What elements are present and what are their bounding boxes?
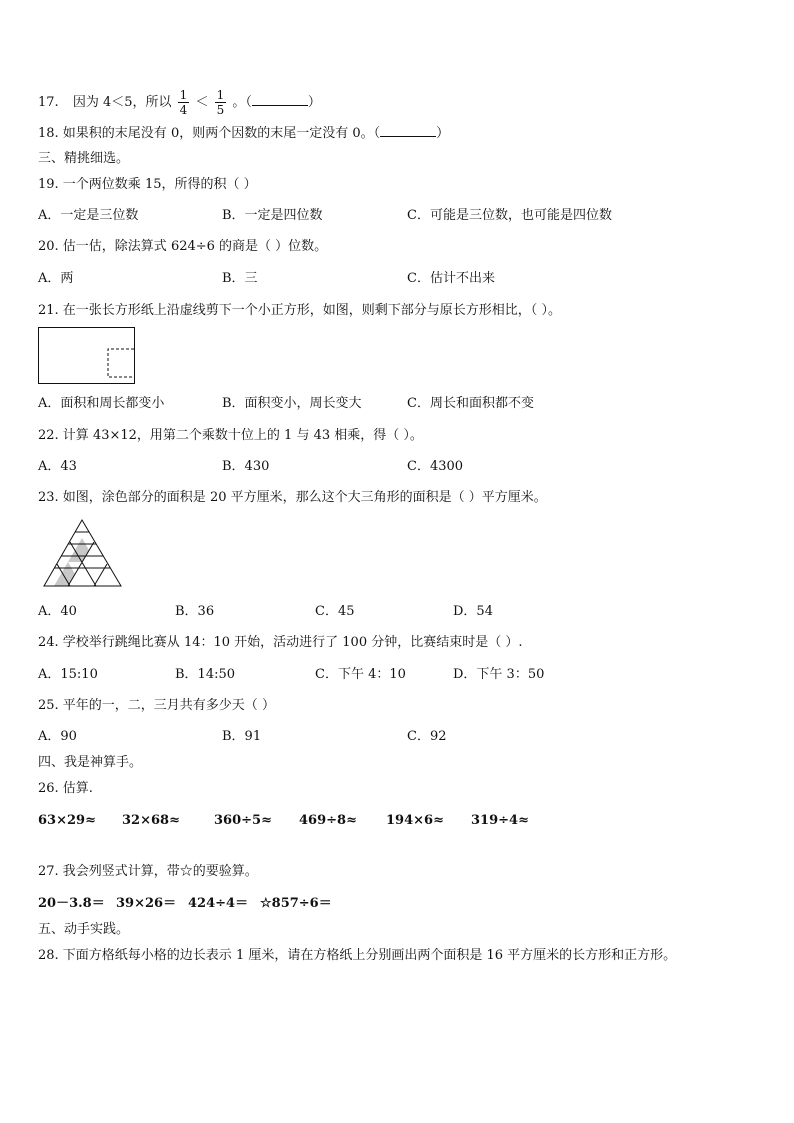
q22-option-c[interactable]: C．4300: [407, 459, 464, 474]
q21-option-b[interactable]: B．面积变小，周长变大: [222, 396, 362, 411]
q18-answer-blank[interactable]: [380, 124, 436, 137]
question-21: 21. 在一张长方形纸上沿虚线剪下一个小正方形，如图，则剩下部分与原长方形相比，（ ）。: [38, 303, 561, 318]
q17-close: ）: [307, 95, 321, 110]
q22-option-b[interactable]: B．430: [222, 459, 270, 474]
q26-item: 32×68≈: [122, 813, 180, 828]
question-26: 26. 估算.: [38, 781, 93, 796]
q26-item: 63×29≈: [38, 813, 96, 828]
q17-text: 因为 4＜5，所以: [72, 95, 172, 110]
question-17: [38, 88, 321, 117]
fraction-one-quarter: [178, 88, 190, 117]
question-22: 22. 计算 43×12，用第二个乘数十位上的 1 与 43 相乘，得（ ）。: [38, 428, 423, 443]
q23-option-b[interactable]: B．36: [175, 604, 215, 619]
rectangle-cut-figure: [38, 327, 136, 385]
section-4-heading: 四、我是神算手。: [38, 755, 143, 770]
question-27: 27. 我会列竖式计算，带☆的要验算。: [38, 864, 258, 879]
q17-lt-sign: ＜: [195, 95, 209, 110]
q25-option-c[interactable]: C．92: [407, 729, 447, 744]
q17-number: 17.: [38, 95, 59, 110]
q21-option-c[interactable]: C．周长和面积都不变: [407, 396, 534, 411]
q20-option-a[interactable]: A．两: [38, 271, 74, 286]
q24-option-b[interactable]: B．14:50: [175, 667, 236, 682]
q26-item: 469÷8≈: [299, 813, 357, 828]
q23-option-a[interactable]: A．40: [38, 604, 77, 619]
q19-option-c[interactable]: C．可能是三位数，也可能是四位数: [407, 208, 612, 223]
q24-option-d[interactable]: D．下午 3：50: [453, 667, 545, 682]
q18-text: 18. 如果积的末尾没有 0，则两个因数的末尾一定没有 0。（: [38, 126, 381, 141]
q17-fraction1-den: 4: [179, 103, 188, 117]
q18-close: ）: [436, 126, 450, 141]
question-20: 20. 估一估，除法算式 624÷6 的商是（ ）位数。: [38, 239, 328, 254]
q27-item: 20－3.8＝: [38, 896, 105, 911]
question-23: 23. 如图，涂色部分的面积是 20 平方厘米，那么这个大三角形的面积是（ ）平方厘米。: [38, 490, 547, 505]
q27-item: 424÷4＝: [188, 896, 249, 911]
q17-fraction2-num: 1: [216, 88, 225, 102]
q22-option-a[interactable]: A．43: [38, 459, 77, 474]
q20-option-c[interactable]: C．估计不出来: [407, 271, 495, 286]
q17-post: 。（: [232, 95, 252, 110]
q26-item: 194×6≈: [386, 813, 444, 828]
question-18: [38, 124, 449, 143]
section-5-heading: 五、动手实践。: [38, 922, 130, 937]
q24-option-c[interactable]: C．下午 4：10: [315, 667, 406, 682]
question-25: 25. 平年的一，二，三月共有多少天（ ）: [38, 698, 275, 713]
q17-fraction1-num: 1: [179, 88, 188, 102]
q23-option-c[interactable]: C．45: [315, 604, 355, 619]
shaded-triangle-figure: [42, 518, 126, 590]
q23-option-d[interactable]: D．54: [453, 604, 493, 619]
q20-option-b[interactable]: B．三: [222, 271, 258, 286]
q26-item: 360÷5≈: [214, 813, 272, 828]
q25-option-a[interactable]: A．90: [38, 729, 77, 744]
q24-option-a[interactable]: A．15:10: [38, 667, 98, 682]
fraction-one-fifth: [215, 88, 227, 117]
q27-item: 39×26＝: [116, 896, 177, 911]
q17-fraction2-den: 5: [216, 103, 225, 117]
q27-item: ☆857÷6＝: [260, 896, 332, 911]
q19-option-a[interactable]: A．一定是三位数: [38, 208, 139, 223]
question-24: 24. 学校举行跳绳比赛从 14：10 开始，活动进行了 100 分钟，比赛结束时是（ ）.: [38, 635, 523, 650]
q19-option-b[interactable]: B．一定是四位数: [222, 208, 323, 223]
question-19: 19. 一个两位数乘 15，所得的积（ ）: [38, 177, 257, 192]
question-28: 28. 下面方格纸每小格的边长表示 1 厘米，请在方格纸上分别画出两个面积是 16 平方厘米的长方形和正方形。: [38, 948, 677, 963]
q25-option-b[interactable]: B．91: [222, 729, 262, 744]
q21-option-a[interactable]: A．面积和周长都变小: [38, 396, 165, 411]
section-3-heading: 三、精挑细选。: [38, 151, 130, 166]
q26-item: 319÷4≈: [471, 813, 529, 828]
q17-answer-blank[interactable]: [252, 93, 308, 106]
